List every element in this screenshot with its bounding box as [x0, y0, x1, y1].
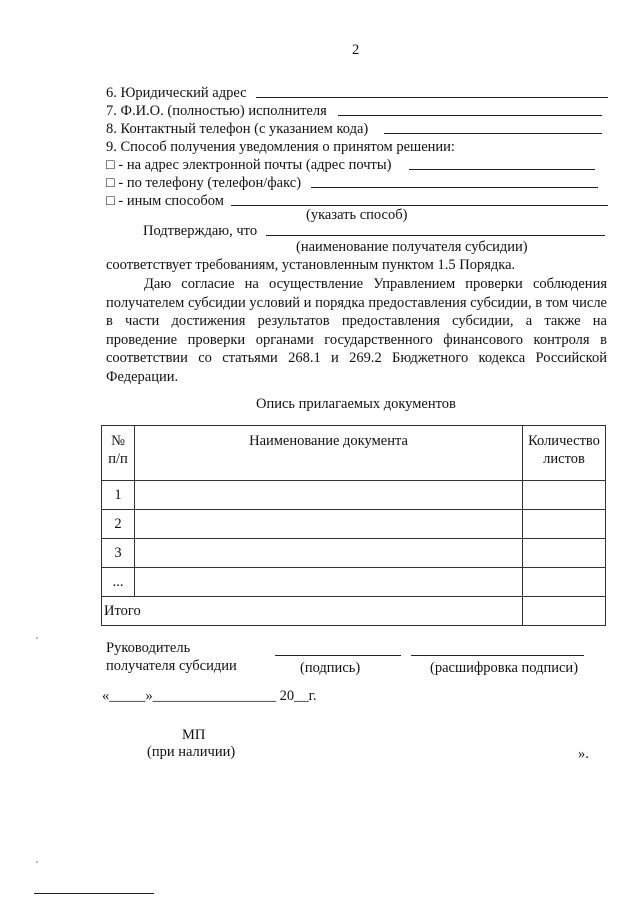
row-qty[interactable] — [523, 481, 606, 510]
signature-line[interactable] — [275, 655, 401, 656]
row-doc-name[interactable] — [135, 510, 523, 539]
head-label-line2: получателя субсидии — [106, 658, 237, 674]
legal-address-line[interactable] — [256, 97, 608, 98]
option-other[interactable]: □ - иным способом — [106, 193, 224, 209]
table-total-row — [102, 597, 606, 626]
closing-quote: ». — [578, 746, 589, 762]
row-num: 3 — [102, 539, 135, 568]
row-num: ... — [102, 568, 135, 597]
date-field[interactable]: «_____»_________________ 20__г. — [102, 688, 317, 704]
executor-name-label: 7. Ф.И.О. (полностью) исполнителя — [106, 103, 327, 119]
row-num: 1 — [102, 481, 135, 510]
total-qty[interactable] — [523, 597, 606, 626]
footnote-rule — [34, 893, 154, 894]
header-name: Наименование документа — [135, 426, 523, 481]
consent-paragraph: Даю согласие на осуществление Управлением проверки соблюдения получателем субсидии условий и порядка предоставления субсидии, в том числе в части достижения результатов предоставления субсидии, а также на проведение проверки органами государственного финансового контроля в соответствии со статьями 268.1 и 269.2 Бюджетного кодекса Российской Федерации. — [106, 276, 607, 385]
table-row — [102, 539, 606, 568]
phone-line[interactable] — [311, 187, 598, 188]
header-num-line2: п/п — [108, 451, 128, 467]
decode-caption: (расшифровка подписи) — [430, 660, 579, 676]
header-qty-line1: Количество — [528, 433, 600, 449]
specify-method-caption: (указать способ) — [306, 207, 408, 223]
page-number: 2 — [352, 42, 360, 58]
other-method-line[interactable] — [231, 205, 608, 206]
header-qty-line2: листов — [543, 451, 585, 467]
recipient-caption: (наименование получателя субсидии) — [296, 239, 528, 255]
signature-caption: (подпись) — [300, 660, 361, 676]
stamp-label: МП — [182, 727, 206, 743]
confirm-tail: соответствует требованиям, установленным пунктом 1.5 Порядка. — [106, 257, 516, 273]
contact-phone-label: 8. Контактный телефон (с указанием кода) — [106, 121, 369, 137]
row-doc-name[interactable] — [135, 539, 523, 568]
table-row — [102, 510, 606, 539]
option-phone[interactable]: □ - по телефону (телефон/факс) — [106, 175, 302, 191]
stamp-note: (при наличии) — [147, 744, 236, 760]
header-num-line1: № — [111, 433, 125, 449]
total-label: Итого — [102, 597, 523, 626]
row-doc-name[interactable] — [135, 568, 523, 597]
row-qty[interactable] — [523, 568, 606, 597]
option-email[interactable]: □ - на адрес электронной почты (адрес почты) — [106, 157, 392, 173]
row-doc-name[interactable] — [135, 481, 523, 510]
header-qty — [523, 426, 606, 481]
row-qty[interactable] — [523, 510, 606, 539]
scan-mark — [36, 861, 38, 863]
executor-name-line[interactable] — [338, 115, 602, 116]
table-row — [102, 568, 606, 597]
inventory-table — [101, 425, 606, 626]
inventory-title: Опись прилагаемых документов — [256, 396, 456, 412]
head-label-line1: Руководитель — [106, 640, 191, 656]
row-num: 2 — [102, 510, 135, 539]
table-header-row — [102, 426, 606, 481]
row-qty[interactable] — [523, 539, 606, 568]
scan-mark — [36, 637, 38, 639]
contact-phone-line[interactable] — [384, 133, 602, 134]
notify-method-label: 9. Способ получения уведомления о принятом решении: — [106, 139, 455, 155]
table-row — [102, 481, 606, 510]
email-line[interactable] — [409, 169, 595, 170]
decode-line[interactable] — [411, 655, 584, 656]
header-num — [102, 426, 135, 481]
legal-address-label: 6. Юридический адрес — [106, 85, 247, 101]
confirm-lead: Подтверждаю, что — [143, 223, 258, 239]
recipient-line[interactable] — [266, 235, 605, 236]
